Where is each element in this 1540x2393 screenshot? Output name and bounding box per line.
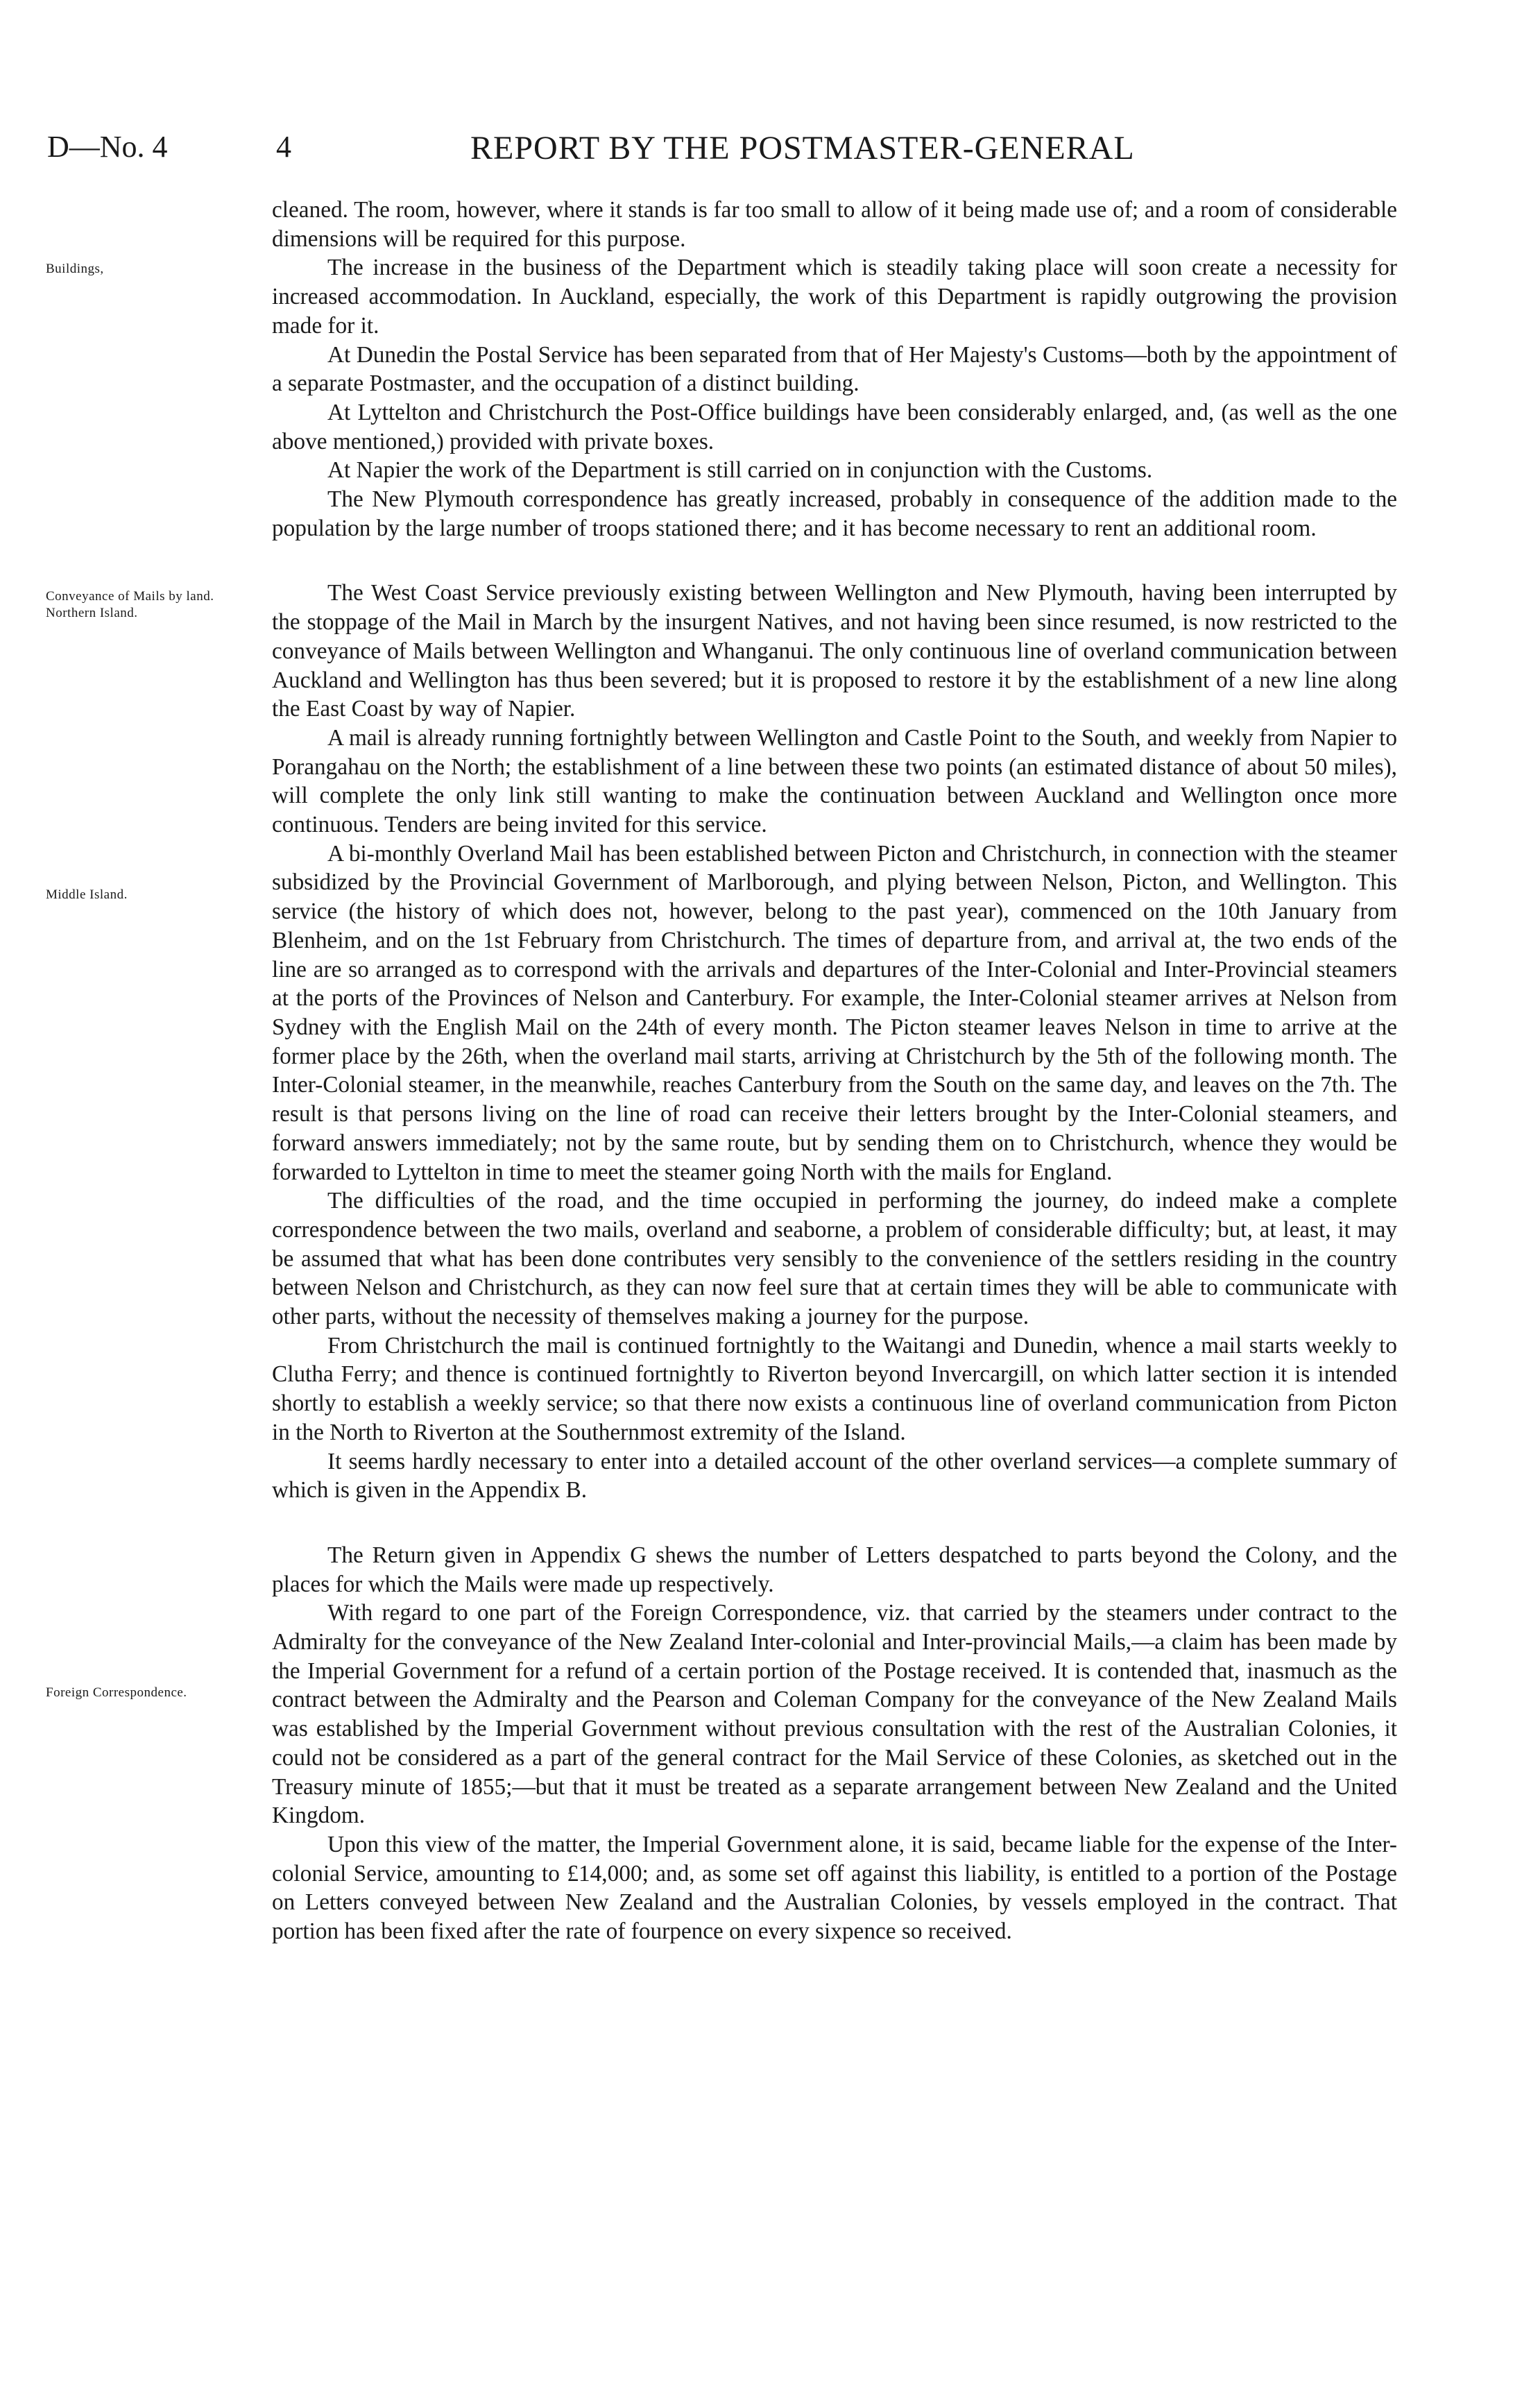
paragraph: The New Plymouth correspondence has greatly increased, probably in consequence of the addition made to the population by the large number of troops stationed there; and it has become necessary to rent an additional room.: [272, 486, 1397, 541]
page-number: 4: [276, 130, 291, 164]
paragraph: cleaned. The room, however, where it stands is far too small to allow of it being made use of; and a room of considerable dimensions will be required for this purpose.: [272, 197, 1397, 252]
paragraph: It seems hardly necessary to enter into a detailed account of the other overland services—a complete summary of which is given in the Appendix B.: [272, 1448, 1397, 1504]
document-body: [272, 196, 1397, 1946]
page-header: [47, 129, 1476, 178]
margin-note-foreign: Foreign Correspondence.: [46, 1685, 187, 1700]
paragraph: The increase in the business of the Department which is steadily taking place will soon create a necessity for increased accommodation. In Auckland, especially, the work of this Department is rapidly outgrowing the provision made for it.: [272, 255, 1397, 339]
paragraph: From Christchurch the mail is continued fortnightly to the Waitangi and Dunedin, whence a mail starts weekly to Clutha Ferry; and thence is continued fortnightly to Riverton beyond Invercargill, on which latter section it is intended shortly to establish a weekly service; so that there now exists a continuous line of overland communication from Picton in the North to Riverton at the Southernmost extremity of the Island.: [272, 1332, 1397, 1445]
paragraph: A bi-monthly Overland Mail has been established between Picton and Christchurch, in connection with the steamer subsidized by the Provincial Government of Marlborough, and plying between Nelson, Picton, and Wellington. This service (the history of which does not, however, belong to the past year), commenced on the 10th January from Blenheim, and on the 1st February from Christchurch. The times of departure from, and arrival at, the two ends of the line are so arranged as to correspond with the arrivals and departures of the Inter-Colonial and Inter-Provincial steamers at the ports of the Provinces of Nelson and Canterbury. For example, the Inter-Colonial steamer arrives at Nelson from Sydney with the English Mail on the 24th of every month. The Picton steamer leaves Nelson in time to arrive at the former place by the 26th, when the overland mail starts, arriving at Christchurch by the 5th of the following month. The Inter-Colonial steamer, in the meanwhile, reaches Canterbury from the South on the same day, and leaves on the 7th. The result is that persons living on the line of road can receive their letters brought by the Inter-Colonial steamers, and forward answers immediately; not by the same route, but by sending them on to Christchurch, whence they would be forwarded to Lyttelton in time to meet the steamer going North with the mails for England.: [272, 840, 1397, 1185]
paragraph: With regard to one part of the Foreign Correspondence, viz. that carried by the steamers under contract to the Admiralty for the conveyance of the New Zealand Inter-colonial and Inter-provincial Mails,—a claim has been made by the Imperial Government for a refund of a certain portion of the Postage received. It is contended that, inasmuch as the contract between the Admiralty and the Pearson and Coleman Company for the conveyance of the New Zealand Mails was established by the Imperial Government without previous consultation with the rest of the Australian Colonies, it could not be considered as a part of the general contract for the Mail Service of these Colonies, as sketched out in the Treasury minute of 1855;—but that it must be treated as a separate arrangement between New Zealand and the United Kingdom.: [272, 1600, 1397, 1829]
paragraph: The Return given in Appendix G shews the number of Letters despatched to parts beyond the Colony, and the places for which the Mails were made up respectively.: [272, 1542, 1397, 1597]
document-code: D—No. 4: [47, 130, 168, 164]
paragraph: The difficulties of the road, and the time occupied in performing the journey, do indeed make a complete correspondence between the two mails, overland and seaborne, a problem of considerable difficulty; but, at least, it may be assumed that what has been done contributes very sensibly to the convenience of the settlers residing in the country between Nelson and Christchurch, as they can now feel sure that at certain times they will be able to communicate with other parts, without the necessity of themselves making a journey for the purpose.: [272, 1188, 1397, 1330]
paragraph: A mail is already running fortnightly between Wellington and Castle Point to the South, and weekly from Napier to Porangahau on the North; the establishment of a line between these two points (an estimated distance of about 50 miles), will complete the only link still wanting to make the continuation between Auckland and Wellington once more continuous. Tenders are being invited for this service.: [272, 724, 1397, 838]
margin-note-buildings: Buildings,: [46, 262, 104, 276]
paragraph: At Lyttelton and Christchurch the Post-Office buildings have been considerably enlarged, and, (as well as the one above mentioned,) provided with private boxes.: [272, 399, 1397, 454]
paragraph: The West Coast Service previously existing between Wellington and New Plymouth, having been interrupted by the stoppage of the Mail in March by the insurgent Natives, and not having been since resumed, is now restricted to the conveyance of Mails between Wellington and Whanganui. The only continuous line of overland communication between Auckland and Wellington has thus been severed; but it is proposed to restore it by the establishment of a new line along the East Coast by way of Napier.: [272, 580, 1397, 722]
section-gap: [272, 1505, 1397, 1541]
paragraph: Upon this view of the matter, the Imperial Government alone, it is said, became liable for the expense of the Inter-colonial Service, amounting to £14,000; and, as some set off against this liability, is entitled to a portion of the Postage on Letters conveyed between New Zealand and the Australian Colonies, by vessels employed in the contract. That portion has been fixed after the rate of fourpence on every sixpence so received.: [272, 1831, 1397, 1945]
paragraph: At Dunedin the Postal Service has been separated from that of Her Majesty's Customs—both by the appointment of a separate Postmaster, and the occupation of a distinct building.: [272, 341, 1397, 397]
section-gap: [272, 543, 1397, 579]
paragraph: At Napier the work of the Department is still carried on in conjunction with the Customs.: [327, 457, 1153, 484]
margin-note-middle-island: Middle Island.: [46, 887, 128, 902]
report-title: REPORT BY THE POSTMASTER-GENERAL: [470, 130, 1135, 167]
margin-note-conveyance: Conveyance of Mails by land. Northern Island.: [46, 589, 214, 620]
